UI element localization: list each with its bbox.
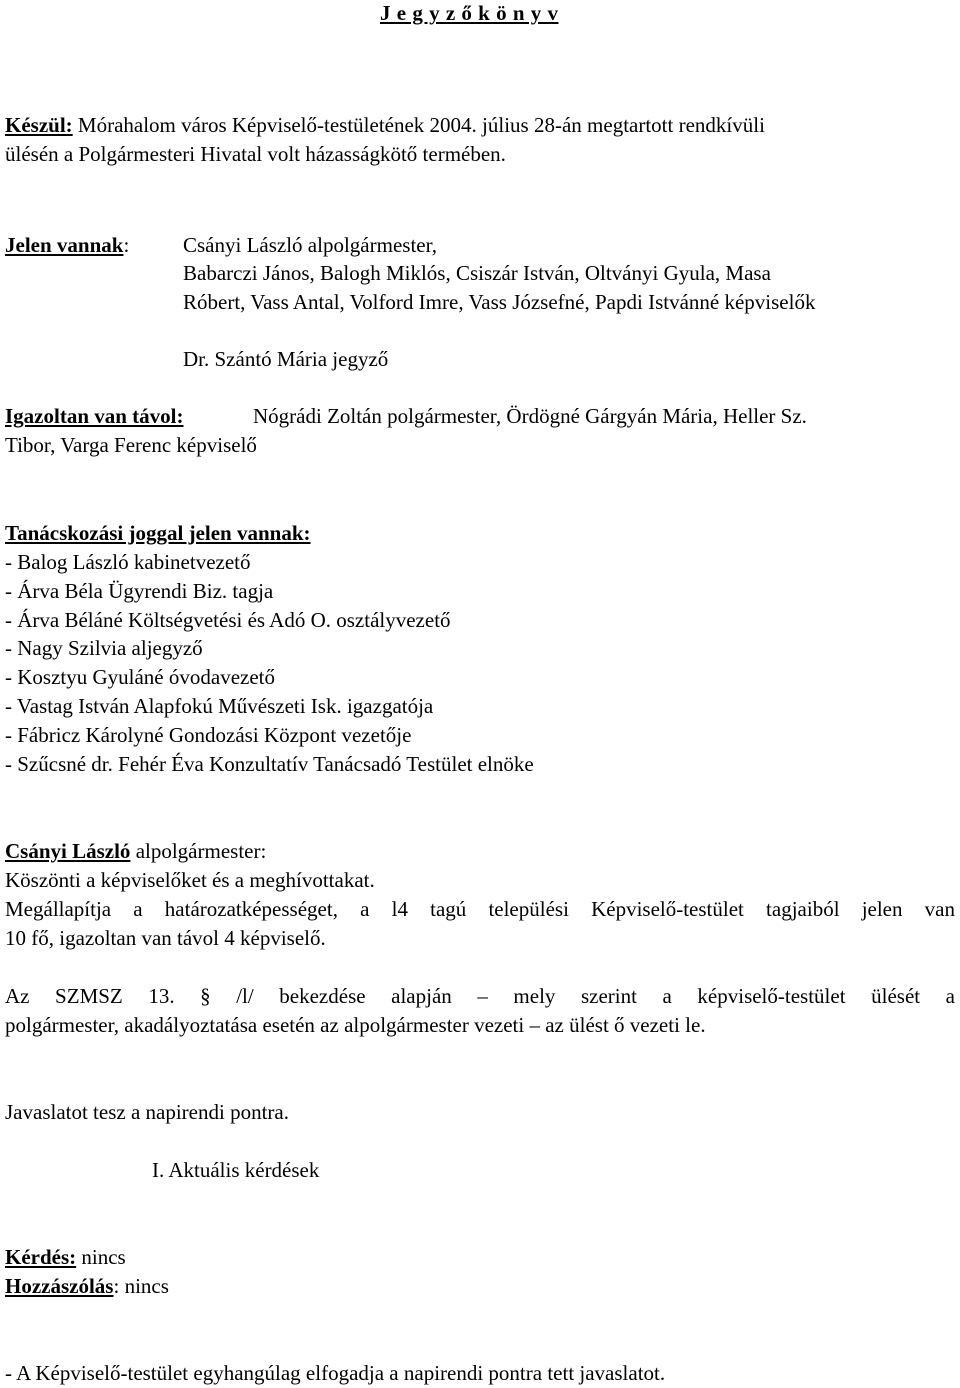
csanyi-quorum-2: 10 fő, igazoltan van távol 4 képviselő. <box>5 926 326 950</box>
csanyi-line <box>5 838 266 864</box>
jegyzo-line: Dr. Szántó Mária jegyző <box>183 347 389 371</box>
igazoltan-label <box>5 403 184 429</box>
kerdes-line <box>5 1244 126 1270</box>
szmsz-line-1: Az SZMSZ 13. § /l/ bekezdése alapján – mely szerint a képviselő-testület ülését a <box>5 984 955 1008</box>
agenda-item: I. Aktuális kérdések <box>152 1158 320 1182</box>
jelen-line-2: Babarczi János, Balogh Miklós, Csiszár István, Oltványi Gyula, Masa <box>183 261 771 285</box>
keszul-text-1: Mórahalom város Képviselő-testületének 2004. július 28-án megtartott rendkívüli <box>72 113 765 137</box>
jelen-colon: : <box>123 233 130 257</box>
hozzaszolas-value: : nincs <box>113 1274 169 1298</box>
igazoltan-label-text: Igazoltan van távol: <box>5 404 184 428</box>
tanacskozasi-heading: Tanácskozási joggal jelen vannak: <box>5 521 311 545</box>
jelen-label-row <box>5 232 129 258</box>
csanyi-greeting: Köszönti a képviselőket és a meghívottakat. <box>5 868 375 892</box>
szmsz-line-2: polgármester, akadályoztatása esetén az alpolgármester vezeti – az ülést ő vezeti le. <box>5 1013 706 1037</box>
keszul-label: Készül: <box>5 113 73 137</box>
tanacskozasi-item: - Balog László kabinetvezető <box>5 550 251 574</box>
igazoltan-line-2: Tibor, Varga Ferenc képviselő <box>5 433 257 457</box>
final-decision: - A Képviselő-testület egyhangúlag elfogadja a napirendi pontra tett javaslatot. <box>5 1361 666 1385</box>
jelen-line-3: Róbert, Vass Antal, Volford Imre, Vass Józsefné, Papdi Istvánné képviselők <box>183 290 816 314</box>
tanacskozasi-item: - Vastag István Alapfokú Művészeti Isk. igazgatója <box>5 694 434 718</box>
csanyi-quorum-1: Megállapítja a határozatképességet, a l4 tagú települési Képviselő-testület tagjaiból jelen van <box>5 897 955 921</box>
csanyi-role: alpolgármester: <box>130 839 267 863</box>
keszul-line-1 <box>5 112 765 138</box>
keszul-text-2: ülésén a Polgármesteri Hivatal volt házasságkötő termében. <box>5 142 506 166</box>
tanacskozasi-item: - Fábricz Károlyné Gondozási Központ vezetője <box>5 723 412 747</box>
hozzaszolas-label: Hozzászólás <box>5 1274 114 1298</box>
tanacskozasi-item: - Kosztyu Gyuláné óvodavezető <box>5 665 275 689</box>
tanacskozasi-item: - Szűcsné dr. Fehér Éva Konzultatív Tanácsadó Testület elnöke <box>5 752 534 776</box>
tanacskozasi-item: - Nagy Szilvia aljegyző <box>5 636 203 660</box>
kerdes-value: nincs <box>76 1245 126 1269</box>
csanyi-name: Csányi László <box>5 839 131 863</box>
hozzaszolas-line <box>5 1273 169 1299</box>
kerdes-label: Kérdés: <box>5 1245 77 1269</box>
jelen-label: Jelen vannak <box>5 233 124 257</box>
igazoltan-line-1: Nógrádi Zoltán polgármester, Ördögné Gárgyán Mária, Heller Sz. <box>253 404 807 428</box>
javaslat-line: Javaslatot tesz a napirendi pontra. <box>5 1100 289 1124</box>
tanacskozasi-item: - Árva Béláné Költségvetési és Adó O. osztályvezető <box>5 608 451 632</box>
tanacskozasi-item: - Árva Béla Ügyrendi Biz. tagja <box>5 579 274 603</box>
document-title: J e g y z ő k ö n y v <box>380 1 559 25</box>
jelen-line-1: Csányi László alpolgármester, <box>183 233 437 257</box>
